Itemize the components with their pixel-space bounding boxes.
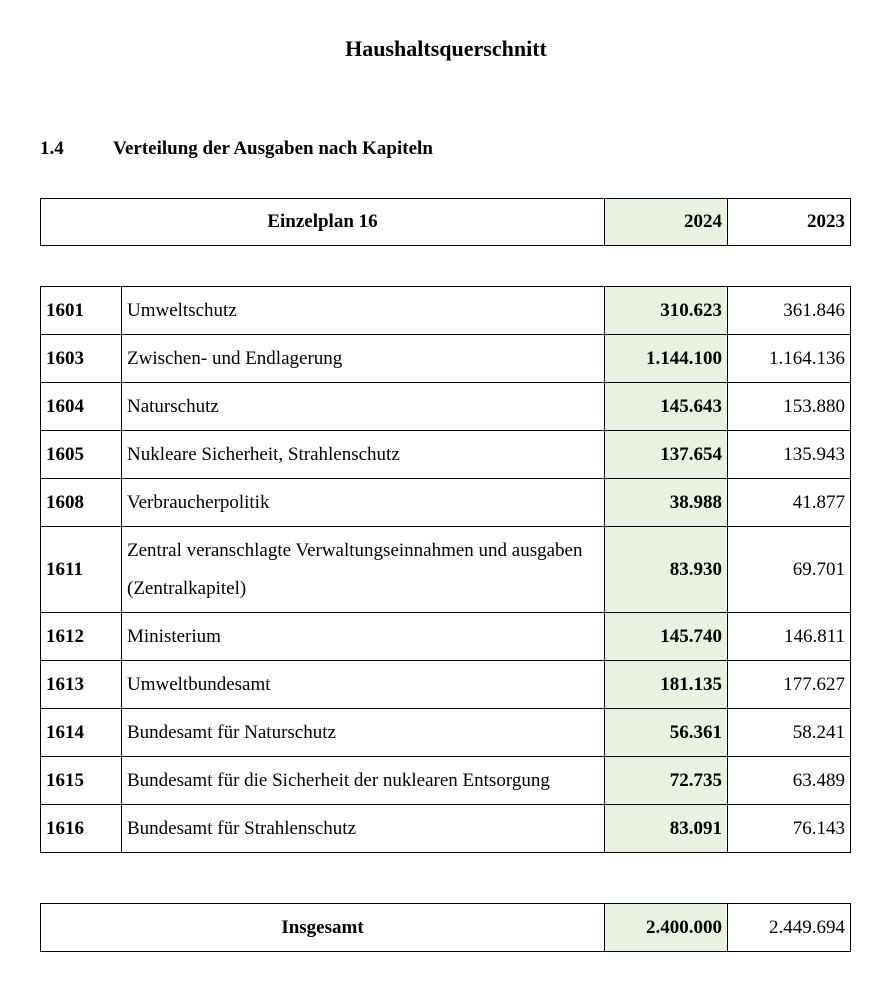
table-row	[41, 431, 851, 479]
chapter-code: 1601	[41, 287, 122, 335]
value-2023: 361.846	[728, 287, 851, 335]
value-2023: 58.241	[728, 709, 851, 757]
table-row	[41, 661, 851, 709]
value-2023: 41.877	[728, 479, 851, 527]
total-table	[40, 903, 851, 952]
header-year-2023: 2023	[728, 199, 851, 246]
total-label: Insgesamt	[41, 904, 605, 952]
chapter-label: Bundesamt für Strahlenschutz	[122, 805, 605, 853]
value-2024: 83.091	[605, 805, 728, 853]
value-2024: 137.654	[605, 431, 728, 479]
chapters-table	[40, 286, 851, 853]
total-row	[41, 904, 851, 952]
value-2024: 56.361	[605, 709, 728, 757]
table-row	[41, 335, 851, 383]
chapter-label: Ministerium	[122, 613, 605, 661]
chapter-label: Naturschutz	[122, 383, 605, 431]
value-2024: 181.135	[605, 661, 728, 709]
section-heading	[40, 138, 433, 160]
chapter-code: 1614	[41, 709, 122, 757]
value-2023: 76.143	[728, 805, 851, 853]
value-2024: 310.623	[605, 287, 728, 335]
chapter-label: Bundesamt für Naturschutz	[122, 709, 605, 757]
chapter-label: Zwischen- und Endlagerung	[122, 335, 605, 383]
header-plan: Einzelplan 16	[41, 199, 605, 246]
table-row	[41, 479, 851, 527]
header-row	[41, 199, 851, 246]
total-2024: 2.400.000	[605, 904, 728, 952]
chapters-body	[41, 287, 851, 853]
chapter-label: Bundesamt für die Sicherheit der nuklearen Entsorgung	[122, 757, 605, 805]
chapter-code: 1605	[41, 431, 122, 479]
chapter-code: 1611	[41, 527, 122, 613]
value-2023: 146.811	[728, 613, 851, 661]
chapter-label: Umweltbundesamt	[122, 661, 605, 709]
value-2023: 153.880	[728, 383, 851, 431]
header-year-2024: 2024	[605, 199, 728, 246]
value-2024: 145.740	[605, 613, 728, 661]
value-2023: 63.489	[728, 757, 851, 805]
table-row	[41, 613, 851, 661]
chapter-label: Umweltschutz	[122, 287, 605, 335]
table-row	[41, 757, 851, 805]
value-2023: 1.164.136	[728, 335, 851, 383]
value-2023: 69.701	[728, 527, 851, 613]
chapter-label: Zentral veranschlagte Verwaltungseinnahmen und ausgaben (Zentralkapitel)	[122, 527, 605, 613]
section-number: 1.4	[40, 138, 64, 159]
chapter-code: 1604	[41, 383, 122, 431]
total-2023: 2.449.694	[728, 904, 851, 952]
value-2024: 38.988	[605, 479, 728, 527]
table-row	[41, 527, 851, 613]
table-row	[41, 805, 851, 853]
chapter-code: 1608	[41, 479, 122, 527]
section-title: Verteilung der Ausgaben nach Kapiteln	[113, 138, 433, 159]
chapter-code: 1603	[41, 335, 122, 383]
value-2024: 145.643	[605, 383, 728, 431]
table-row	[41, 287, 851, 335]
chapter-code: 1612	[41, 613, 122, 661]
table-row	[41, 709, 851, 757]
chapter-label: Verbraucherpolitik	[122, 479, 605, 527]
chapter-code: 1613	[41, 661, 122, 709]
table-row	[41, 383, 851, 431]
value-2024: 83.930	[605, 527, 728, 613]
page-title: Haushaltsquerschnitt	[345, 36, 547, 61]
chapter-code: 1616	[41, 805, 122, 853]
header-table	[40, 198, 851, 246]
chapter-label: Nukleare Sicherheit, Strahlenschutz	[122, 431, 605, 479]
value-2023: 135.943	[728, 431, 851, 479]
value-2024: 1.144.100	[605, 335, 728, 383]
value-2023: 177.627	[728, 661, 851, 709]
chapter-code: 1615	[41, 757, 122, 805]
value-2024: 72.735	[605, 757, 728, 805]
